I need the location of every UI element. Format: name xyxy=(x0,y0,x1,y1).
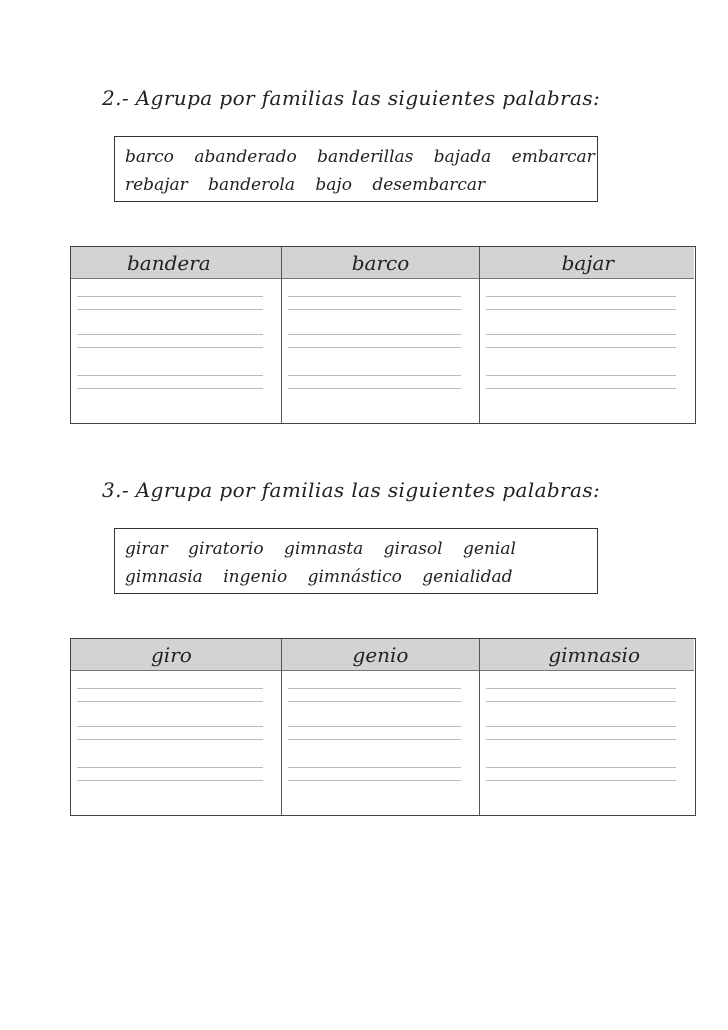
writing-rule xyxy=(288,688,461,689)
writing-area[interactable] xyxy=(486,279,676,423)
writing-rule xyxy=(77,309,263,310)
writing-rule xyxy=(77,688,263,689)
word: gimnasia xyxy=(125,567,203,587)
writing-area[interactable] xyxy=(77,279,263,423)
writing-rule xyxy=(486,739,676,740)
writing-rule xyxy=(77,347,263,348)
exercise-heading: 3.- Agrupa por familias las siguientes palabras: xyxy=(102,478,601,502)
column-header: barco xyxy=(282,247,479,279)
writing-rule xyxy=(77,726,263,727)
family-column xyxy=(479,247,694,423)
writing-rule xyxy=(288,375,461,376)
writing-rule xyxy=(288,701,461,702)
writing-rule xyxy=(77,375,263,376)
writing-area[interactable] xyxy=(288,671,461,815)
word: banderola xyxy=(208,175,295,195)
writing-rule xyxy=(77,388,263,389)
word: rebajar xyxy=(125,175,188,195)
word: desembarcar xyxy=(372,175,486,195)
word: genialidad xyxy=(422,567,513,587)
column-header: genio xyxy=(282,639,479,671)
writing-rule xyxy=(486,309,676,310)
writing-rule xyxy=(288,296,461,297)
word-line xyxy=(125,143,595,171)
word: gimnástico xyxy=(307,567,402,587)
writing-rule xyxy=(77,701,263,702)
writing-rule xyxy=(288,739,461,740)
word: ingenio xyxy=(223,567,288,587)
family-column xyxy=(281,639,479,815)
word-line xyxy=(125,171,587,199)
writing-rule xyxy=(486,334,676,335)
writing-rule xyxy=(288,780,461,781)
writing-area[interactable] xyxy=(77,671,263,815)
word: giratorio xyxy=(188,539,264,559)
writing-area[interactable] xyxy=(288,279,461,423)
writing-rule xyxy=(486,780,676,781)
writing-rule xyxy=(77,739,263,740)
writing-rule xyxy=(486,767,676,768)
family-column xyxy=(71,247,281,423)
word-line xyxy=(125,535,587,563)
writing-rule xyxy=(288,726,461,727)
family-column xyxy=(281,247,479,423)
writing-rule xyxy=(288,309,461,310)
word-box xyxy=(114,136,598,202)
writing-rule xyxy=(77,296,263,297)
exercise-heading: 2.- Agrupa por familias las siguientes palabras: xyxy=(102,86,601,110)
column-header: giro xyxy=(71,639,281,671)
word: embarcar xyxy=(511,147,595,167)
word-line xyxy=(125,563,587,591)
writing-rule xyxy=(77,780,263,781)
word: banderillas xyxy=(317,147,414,167)
writing-rule xyxy=(288,767,461,768)
word: barco xyxy=(125,147,174,167)
word: bajada xyxy=(433,147,492,167)
word: abanderado xyxy=(194,147,297,167)
writing-rule xyxy=(486,388,676,389)
word: genial xyxy=(463,539,516,559)
writing-rule xyxy=(486,701,676,702)
word-box xyxy=(114,528,598,594)
writing-rule xyxy=(486,347,676,348)
family-column xyxy=(479,639,694,815)
writing-rule xyxy=(77,334,263,335)
column-header: bandera xyxy=(71,247,281,279)
family-table xyxy=(70,246,696,424)
writing-area[interactable] xyxy=(486,671,676,815)
writing-rule xyxy=(77,767,263,768)
writing-rule xyxy=(288,347,461,348)
writing-rule xyxy=(486,726,676,727)
word: gimnasta xyxy=(283,539,364,559)
word: girasol xyxy=(383,539,443,559)
writing-rule xyxy=(486,688,676,689)
word: girar xyxy=(125,539,168,559)
writing-rule xyxy=(288,388,461,389)
column-header: gimnasio xyxy=(480,639,694,671)
word: bajo xyxy=(315,175,352,195)
writing-rule xyxy=(486,375,676,376)
family-table xyxy=(70,638,696,816)
writing-rule xyxy=(486,296,676,297)
writing-rule xyxy=(288,334,461,335)
column-header: bajar xyxy=(480,247,694,279)
family-column xyxy=(71,639,281,815)
